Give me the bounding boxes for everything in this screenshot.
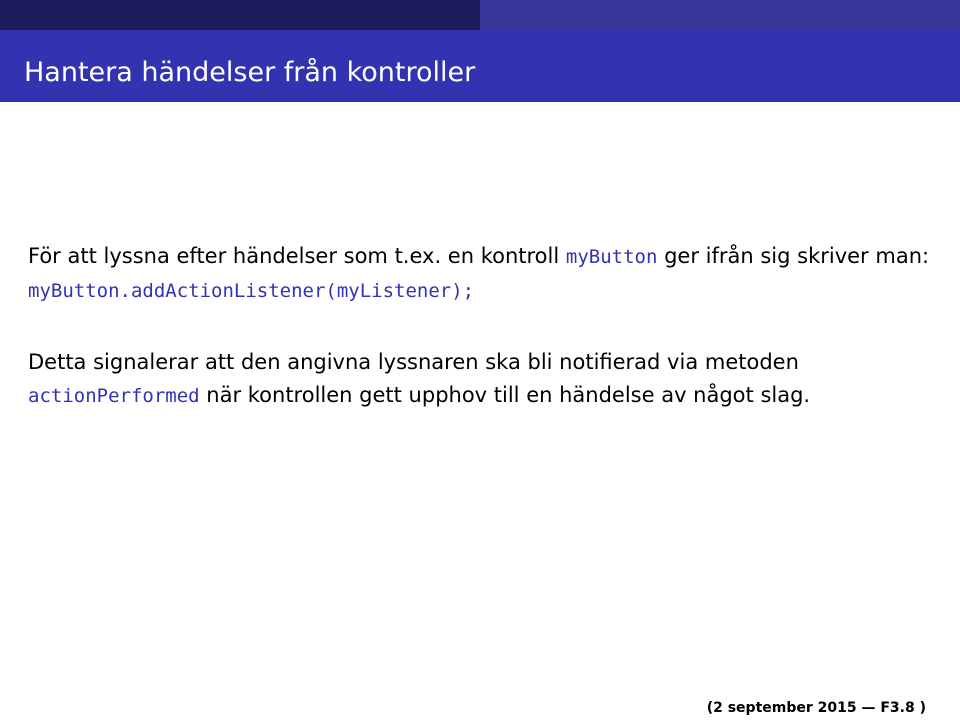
top-bar-right-segment <box>480 0 960 30</box>
slide-title: Hantera händelser från kontroller <box>24 57 476 88</box>
paragraph-1 <box>28 240 938 308</box>
paragraph-2-text-b: när kontrollen gett upphov till en händelse av något slag. <box>199 383 811 407</box>
code-add-action-listener: myButton.addActionListener(myListener); <box>28 280 475 302</box>
top-navigation-bar <box>0 0 960 30</box>
top-bar-left-segment <box>0 0 480 30</box>
paragraph-2-text-a: Detta signalerar att den angivna lyssnaren ska bli notifierad via metoden <box>28 350 799 374</box>
slide-footer: (2 september 2015 — F3.8 ) <box>706 700 926 716</box>
paragraph-2 <box>28 346 938 413</box>
slide-content <box>28 240 938 413</box>
paragraph-1-text-b: ger ifrån sig skriver man: <box>657 244 930 268</box>
paragraph-1-text-a: För att lyssna efter händelser som t.ex. en kontroll <box>28 244 566 268</box>
code-action-performed: actionPerformed <box>28 385 200 407</box>
title-bar <box>0 30 960 102</box>
code-mybutton: myButton <box>565 246 658 268</box>
